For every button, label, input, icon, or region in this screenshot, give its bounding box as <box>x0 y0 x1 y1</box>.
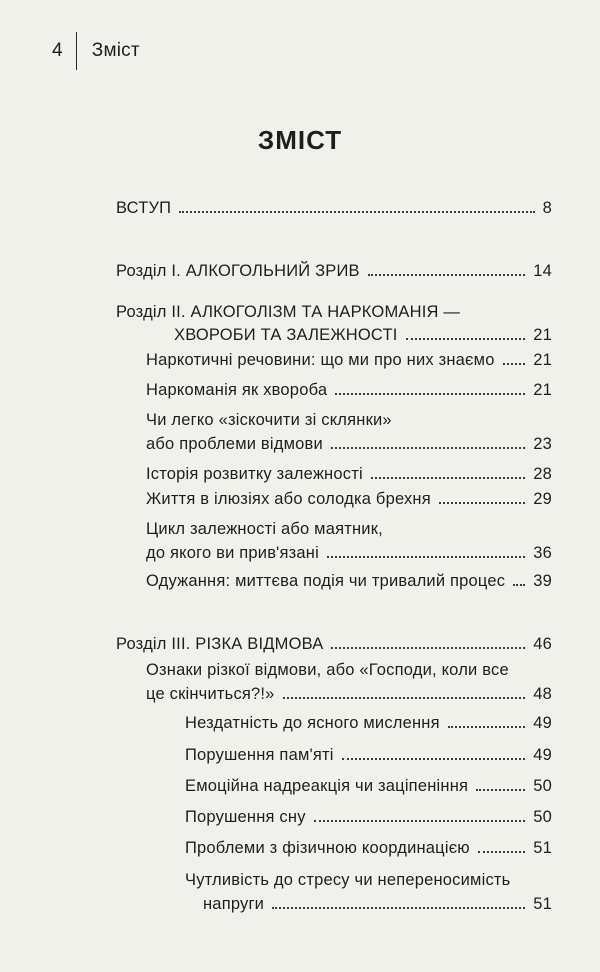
dot-leader <box>371 477 525 479</box>
running-header <box>52 32 140 70</box>
dot-leader <box>513 584 525 586</box>
dot-leader <box>448 726 525 728</box>
toc-entry-title-continued: ХВОРОБИ ТА ЗАЛЕЖНОСТІ <box>174 326 398 344</box>
toc-page-number: 49 <box>533 714 552 732</box>
toc-entry-title: Ознаки різкої відмови, або «Господи, коли все <box>146 661 509 679</box>
toc-line <box>146 571 552 591</box>
dot-leader <box>327 556 525 558</box>
toc-entry <box>146 660 552 704</box>
toc-line <box>185 776 552 796</box>
toc-page-number: 39 <box>533 572 552 590</box>
dot-leader <box>272 907 525 909</box>
toc-entry-title: Чи легко «зіскочити зі склянки» <box>146 411 392 429</box>
dot-leader <box>335 393 525 395</box>
toc-page-number: 46 <box>533 635 552 653</box>
toc-line <box>185 894 552 914</box>
toc-entry <box>185 713 552 733</box>
toc-entry <box>185 776 552 796</box>
toc-line <box>146 489 552 509</box>
toc-entry-title: ВСТУП <box>116 199 172 217</box>
page-title: ЗМІСТ <box>257 125 343 155</box>
toc-page-number: 50 <box>533 777 552 795</box>
toc-line <box>116 325 552 345</box>
toc-line <box>146 543 552 563</box>
toc-page-number: 36 <box>533 544 552 562</box>
toc-line <box>146 434 552 454</box>
toc-page-number: 48 <box>533 685 552 703</box>
dot-leader <box>439 502 525 504</box>
toc-entry <box>116 302 552 345</box>
toc-line <box>146 684 552 704</box>
dot-leader <box>478 851 525 853</box>
toc-entry-title: Життя в ілюзіях або солодка брехня <box>146 490 431 508</box>
toc-page-number: 8 <box>542 199 552 217</box>
toc-entry-title: Наркоманія як хвороба <box>146 381 328 399</box>
toc-entry-title-continued: до якого ви прив'язані <box>146 544 319 562</box>
dot-leader <box>331 647 525 649</box>
dot-leader <box>406 338 526 340</box>
toc-entry-title-continued: це скінчиться?!» <box>146 685 275 703</box>
toc-line <box>146 350 552 370</box>
toc-page-number: 51 <box>533 839 552 857</box>
toc-entry <box>146 410 552 454</box>
toc-line <box>116 198 552 218</box>
running-header-title: Зміст <box>91 40 140 61</box>
toc-page-number: 21 <box>533 351 552 369</box>
toc-entry <box>116 261 552 281</box>
toc-entry <box>116 634 552 654</box>
toc-entry-title-continued: або проблеми відмови <box>146 435 323 453</box>
toc-entry-title: Порушення сну <box>185 808 306 826</box>
toc-entry-title: Одужання: миттєва подія чи тривалий процес <box>146 572 506 590</box>
dot-leader <box>283 697 526 699</box>
toc-entry-title: Цикл залежності або маятник, <box>146 520 383 538</box>
toc-entry-title: Розділ І. АЛКОГОЛЬНИЙ ЗРИВ <box>116 262 360 280</box>
toc-entry <box>185 870 552 914</box>
toc-page-number: 29 <box>533 490 552 508</box>
toc-entry-title: Чутливість до стресу чи непереносимість <box>185 871 511 889</box>
toc-entry <box>185 745 552 765</box>
toc-page-number: 23 <box>533 435 552 453</box>
toc-page-number: 14 <box>533 262 552 280</box>
dot-leader <box>476 789 525 791</box>
dot-leader <box>314 820 526 822</box>
page-number: 4 <box>52 40 63 61</box>
toc-line <box>116 261 552 281</box>
toc-line <box>146 464 552 484</box>
toc-entry <box>116 198 552 218</box>
toc-entry-title: Історія розвитку залежності <box>146 465 363 483</box>
dot-leader <box>503 363 526 365</box>
dot-leader <box>179 211 534 213</box>
toc-entry-title-continued: напруги <box>203 895 265 913</box>
toc-entry-title: Порушення пам'яті <box>185 746 334 764</box>
toc-entry <box>185 807 552 827</box>
toc-page-number: 28 <box>533 465 552 483</box>
toc-entry <box>146 571 552 591</box>
toc-line <box>116 634 552 654</box>
dot-leader <box>342 758 526 760</box>
toc-entry-title: Розділ ІІ. АЛКОГОЛІЗМ ТА НАРКОМАНІЯ — <box>116 303 461 321</box>
toc-entry <box>146 519 552 563</box>
toc-entry <box>146 380 552 400</box>
dot-leader <box>368 274 525 276</box>
toc-line <box>185 713 552 733</box>
toc-page-number: 50 <box>533 808 552 826</box>
toc-line <box>146 380 552 400</box>
toc-entry-title: Наркотичні речовини: що ми про них знаємо <box>146 351 495 369</box>
toc-page-number: 21 <box>533 381 552 399</box>
toc-line <box>185 838 552 858</box>
toc-line <box>185 745 552 765</box>
toc-entry-title: Проблеми з фізичною координацією <box>185 839 470 857</box>
toc-page-number: 21 <box>533 326 552 344</box>
toc-entry-title: Розділ ІІІ. РІЗКА ВІДМОВА <box>116 635 324 653</box>
toc-entry <box>185 838 552 858</box>
toc-line <box>185 807 552 827</box>
toc-entry-title: Емоційна надреакція чи заціпеніння <box>185 777 469 795</box>
toc-page-number: 49 <box>533 746 552 764</box>
toc-entry-title: Нездатність до ясного мислення <box>185 714 440 732</box>
toc-entry <box>146 350 552 370</box>
toc-entry <box>146 464 552 484</box>
dot-leader <box>331 447 525 449</box>
toc-page-number: 51 <box>533 895 552 913</box>
toc-entry <box>146 489 552 509</box>
header-divider <box>76 32 77 70</box>
